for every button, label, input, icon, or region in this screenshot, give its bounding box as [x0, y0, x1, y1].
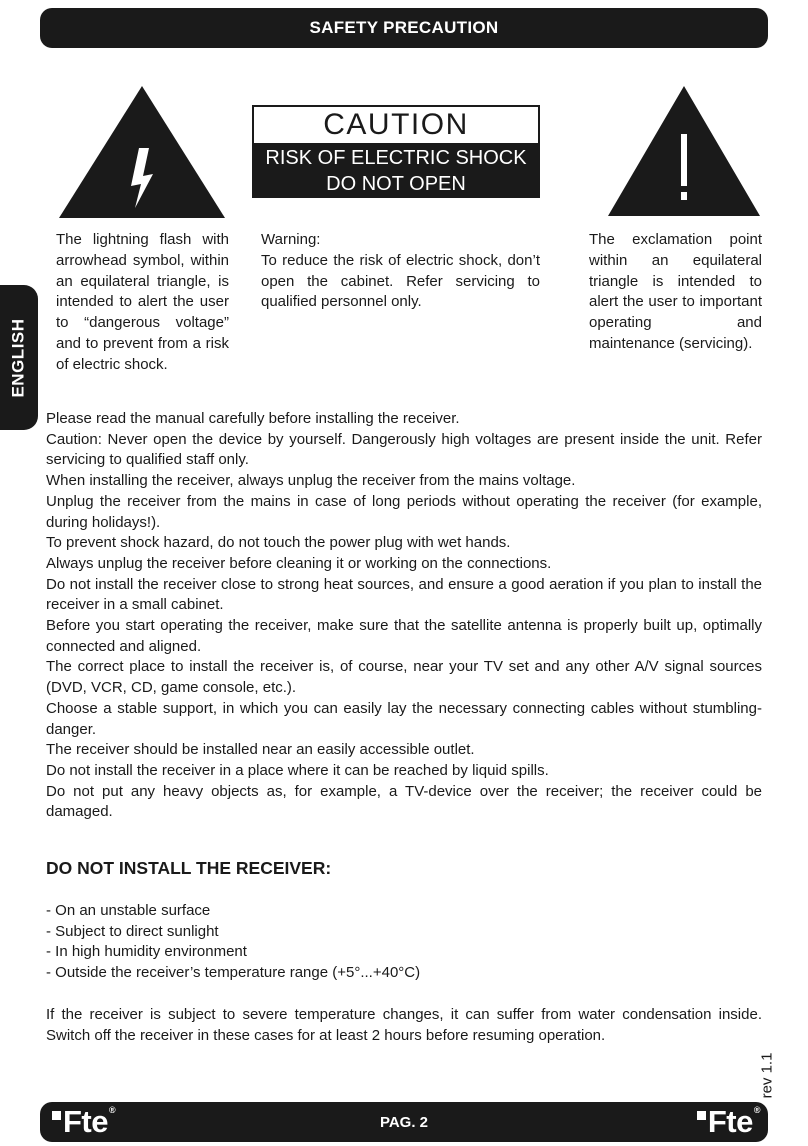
list-item: - Subject to direct sunlight: [46, 922, 219, 940]
instruction-paragraph: Caution: Never open the device by yourself. Dangerously high voltages are present inside the unit. Refer servicing to qualified staff only.: [46, 430, 762, 469]
footer-bar: [40, 1102, 768, 1142]
fte-logo-right: [697, 1102, 760, 1142]
page-number: PAG. 2: [379, 1113, 429, 1131]
exclamation-warning-triangle-icon: [606, 84, 762, 218]
instruction-paragraph: Do not install the receiver in a place where it can be reached by liquid spills.: [46, 761, 549, 779]
instruction-paragraph: Choose a stable support, in which you can easily lay the necessary connecting cables without stumbling-danger.: [46, 699, 762, 738]
instruction-paragraph: The receiver should be installed near an easily accessible outlet.: [46, 741, 475, 759]
caution-risk-line: RISK OF ELECTRIC SHOCK: [265, 147, 527, 169]
instruction-paragraph: Do not install the receiver close to strong heat sources, and ensure a good aeration if you plan to install the receiver in a small cabinet.: [46, 575, 762, 614]
do-not-install-list: [46, 901, 762, 984]
section-title-bar: [40, 8, 768, 48]
instruction-paragraph: To prevent shock hazard, do not touch the power plug with wet hands.: [46, 534, 511, 552]
instruction-paragraph: Do not put any heavy objects as, for example, a TV-device over the receiver; the receiver could be damaged.: [46, 782, 762, 821]
instruction-paragraph: Please read the manual carefully before installing the receiver.: [46, 410, 460, 427]
instruction-paragraph: Always unplug the receiver before cleaning it or working on the connections.: [46, 554, 552, 572]
lightning-warning-triangle-icon: [57, 84, 227, 220]
list-item: - Outside the receiver’s temperature range (+5°...+40°C): [46, 964, 421, 982]
section-title: SAFETY PRECAUTION: [309, 18, 499, 37]
logo-text: Fte: [63, 1104, 108, 1139]
instruction-paragraph: The correct place to install the receiver is, of course, near your TV set and any other A/V signal sources (DVD, VCR, CD, game console, etc.).: [46, 658, 762, 697]
instruction-paragraph: When installing the receiver, always unplug the receiver from the mains voltage.: [46, 472, 576, 490]
do-not-install-heading: DO NOT INSTALL THE RECEIVER:: [46, 858, 332, 878]
caution-heading: CAUTION: [254, 107, 538, 143]
warning-caption-text: To reduce the risk of electric shock, don’t open the cabinet. Refer servicing to qualified personnel only.: [261, 251, 540, 311]
caution-label: [252, 105, 540, 198]
lightning-caption: The lightning flash with arrowhead symbol, within an equilateral triangle, is intended to alert the user to “dangerous voltage” and to prevent from a risk of electric shock.: [56, 231, 229, 373]
list-item: - In high humidity environment: [46, 943, 247, 961]
logo-text: Fte: [707, 1104, 753, 1139]
warning-caption-title: Warning:: [261, 231, 321, 248]
condensation-note: If the receiver is subject to severe temperature changes, it can suffer from water condensation inside. Switch off the receiver in these cases for at least 2 hours before resuming operation.: [46, 1006, 762, 1044]
language-tab: [0, 285, 38, 430]
warning-caption: [261, 230, 540, 313]
logo-square-icon: [697, 1111, 706, 1120]
registered-mark: ®: [753, 1105, 760, 1115]
language-label: ENGLISH: [9, 317, 28, 398]
caution-do-not-open-line: DO NOT OPEN: [326, 173, 466, 195]
exclamation-caption: The exclamation point within an equilateral triangle is intended to alert the user to important operating and maintenance (servicing).: [589, 231, 762, 352]
revision-label-box: [747, 1050, 787, 1100]
list-item: - On an unstable surface: [46, 902, 211, 919]
instruction-paragraph: Unplug the receiver from the mains in case of long periods without operating the receiver (for example, during holidays!).: [46, 492, 762, 531]
instructions-block: [46, 409, 762, 823]
instruction-paragraph: Before you start operating the receiver, make sure that the satellite antenna is properly built up, optimally connected and aligned.: [46, 617, 762, 655]
registered-mark: ®: [109, 1105, 116, 1115]
revision-label: rev 1.1: [758, 1052, 776, 1098]
